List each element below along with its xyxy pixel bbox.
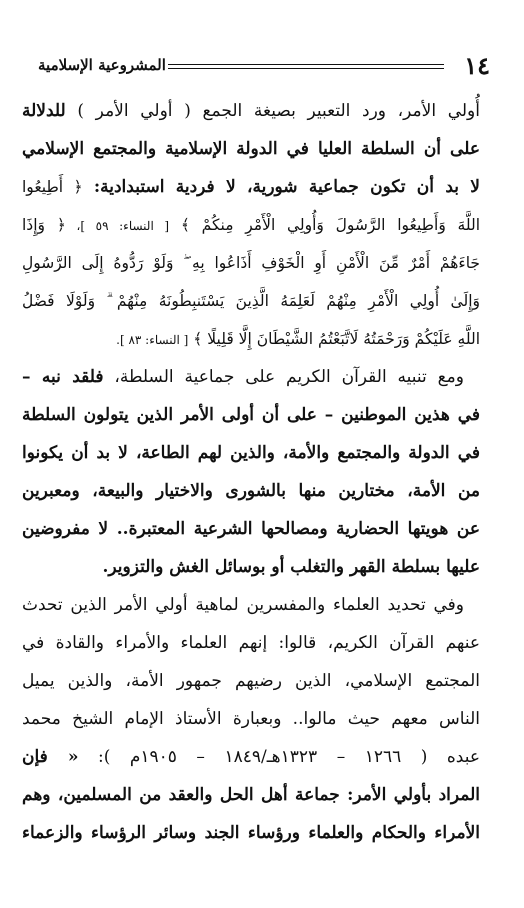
text-segment: وفي تحديد العلماء والمفسرين لماهية أولي الأمر الذين تحدث [22,595,464,615]
text-line [22,168,480,206]
verse-reference: [ النساء: ٨٣ ]. [116,333,189,347]
text-segment: عنهم القرآن الكريم، قالوا: إنهم العلماء والأمراء والقادة في [22,633,480,653]
text-line [22,130,480,168]
text-line [22,586,480,624]
verse-reference: [ النساء: ٥٩ ]، [65,219,170,233]
text-segment: « فإن [22,747,79,767]
text-segment: على أن السلطة العليا في الدولة الإسلامية والمجتمع الإسلامي [22,139,480,159]
quran-verse-text: جَاءَهُمْ أَمْرٌ مِّنَ الْأَمْنِ أَوِ الْخَوْفِ أَذَاعُوا بِهِ ۖ وَلَوْ رَدُّوهُ إِلَى الرَّسُولِ [22,254,480,272]
text-segment: في هذين الموطنين – على أن أولى الأمر الذين يتولون السلطة [22,405,480,425]
text-line [22,434,480,472]
text-segment: عبده ( ١٢٦٦ – ١٣٢٣هـ/١٨٤٩ – ١٩٠٥م ): [78,747,480,767]
text-segment: الناس معهم حيث مالوا.. وبعبارة الأستاذ الإمام الشيخ محمد [22,709,480,729]
text-line [22,244,480,282]
text-segment: المراد بأولي الأمر: جماعة أهل الحل والعقد من المسلمين، وهم [22,785,480,805]
text-segment: لا بد أن تكون جماعية شورية، لا فردية استبدادية: [82,177,480,197]
text-segment: الأمراء والحكام والعلماء ورؤساء الجند وسائر الرؤساء والزعماء [22,823,480,843]
text-line [22,624,480,662]
text-line [22,358,480,396]
text-line [22,738,480,776]
text-segment: للدلالة [22,101,66,121]
page-body [22,92,480,852]
running-title: المشروعية الإسلامية [38,56,166,74]
quran-verse-text: اللَّهِ عَلَيْكُمْ وَرَحْمَتُهُ لَاتَّبَعْتُمُ الشَّيْطَانَ إِلَّا قَلِيلًا ﴾ [188,330,480,348]
text-line [22,320,480,358]
page-header [38,52,490,84]
text-line [22,282,480,320]
quran-verse-text: اللَّهَ وَأَطِيعُوا الرَّسُولَ وَأُولِي الْأَمْرِ مِنكُمْ ﴾ [169,216,480,234]
text-line [22,396,480,434]
text-line [22,92,480,130]
quran-verse-text: ﴿ وَإِذَا [22,216,66,234]
header-rule [168,64,444,69]
text-line [22,472,480,510]
text-segment: ومع تنبيه القرآن الكريم على جماعية السلطة، [103,367,464,387]
quran-verse-text: ﴿ أَطِيعُوا [22,178,83,196]
text-segment: في الدولة والمجتمع والأمة، والذين لهم الطاعة، لا بد أن يكونوا [22,443,480,463]
text-segment: أُولي الأمر، ورد التعبير بصيغة الجمع ( أولي الأمر ) [65,101,480,121]
page-number: ١٤ [464,51,490,80]
text-segment: من الأمة، مختارين منها بالشورى والاختيار والبيعة، ومعبرين [22,481,480,501]
text-segment: فلقد نبه – [22,367,104,387]
text-segment: المجتمع الإسلامي، الذين رضيهم جمهور الأمة، والذين يميل [22,671,480,691]
text-line [22,814,480,852]
text-line [22,206,480,244]
text-line [22,776,480,814]
text-line [22,548,480,586]
text-segment: عليها بسلطة القهر والتغلب أو بوسائل الغش والتزوير. [102,557,480,577]
quran-verse-text: وَإِلَىٰ أُولِي الْأَمْرِ مِنْهُمْ لَعَلِمَهُ الَّذِينَ يَسْتَنبِطُونَهُ مِنْهُمْ ۗ وَلَوْلَا فَضْلُ [22,292,480,310]
text-line [22,662,480,700]
text-line [22,700,480,738]
text-line [22,510,480,548]
text-segment: عن هويتها الحضارية ومصالحها الشرعية المعتبرة.. لا مفروضين [22,519,480,539]
